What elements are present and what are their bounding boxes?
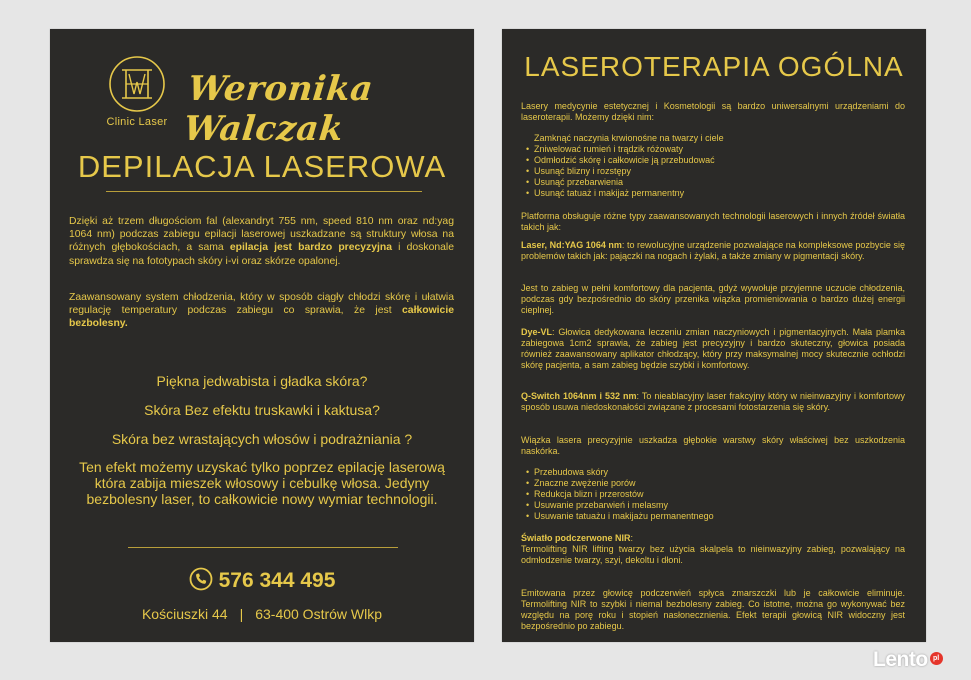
ndyag-section (521, 240, 905, 262)
logo-caption: Clinic Laser (106, 116, 168, 128)
ndyag-text: : to rewolucyjne urządzenie pozwalające na kompleksowe pozbycie się problemów takich jak: pajączki na nogach i żylaki, a także zmiany w pigmentacji skóry. (521, 240, 905, 261)
nir-text: Termolifting NIR lifting twarzy bez użycia skalpela to nieinwazyjny zabieg, pozwalający na odmłodzenie twarzy, szyi, dekoltu i dłoni. (521, 544, 905, 565)
effect-paragraph: Ten efekt możemy uzyskać tylko poprzez epilację laserową która zabija mieszek włosowy i cebulkę włosa. Jedyny bezbolesny laser, to całkowicie nowy wymiar technologii. (79, 459, 445, 507)
tagline-2: Skóra Bez efektu truskawki i kaktusa? (144, 402, 380, 418)
cooling-text: Zaawansowany system chłodzenia, który w sposób ciągły chłodzi skórę i ułatwia regulację temperatury podczas zabiegu co sprawia, że jest (69, 292, 454, 317)
beam-text: Wiązka lasera precyzyjnie uszkadza głębokie warstwy skóry właściwej bez uszkodzenia naskórka. (521, 435, 905, 456)
clinic-logo-mark-icon (107, 54, 167, 114)
qswitch-section (521, 391, 905, 413)
qswitch-text: : To nieablacyjny laser frakcyjny który w nieinwazyjny i komfortowy sposób usuwa niedoskonałości związane z procesami fotostarzenia się skóry. (521, 391, 905, 412)
list-item: • Przebudowa skóry (521, 467, 905, 478)
platform-text: Platforma obsługuje różne typy zaawansowanych technologii laserowych i innych źródeł światła takich jak: (521, 211, 905, 232)
lento-watermark (873, 648, 943, 672)
nir-more-text: Emitowana przez głowicę podczerwień spłyca zmarszczki lub je całkowicie eliminuje. Termolifting NIR to szybki i niemal bezbolesny zabieg. Co istotne, można go wykonywać bez względu na porę roku i stopień nasłonecznienia. Efekt terapii głowicą NIR widoczny jest bezpośrednio po zabiegu. (521, 588, 905, 631)
treatments-list (521, 467, 905, 522)
list-item: • Odmłodzić skórę i całkowicie ją przebudować (521, 155, 905, 166)
list-item: • Usunąć blizny i rozstępy (521, 166, 905, 177)
laser-therapy-title: LASEROTERAPIA OGÓLNA (524, 51, 904, 82)
ndyag-label: Laser, Nd:YAG 1064 nm (521, 240, 622, 250)
list-item: • Usuwanie tatuażu i makijażu permanentnego (521, 511, 905, 522)
list-item: • Usuwanie przebarwień i melasmy (521, 500, 905, 511)
list-item: • Usunąć tatuaż i makijaż permanentny (521, 188, 905, 199)
list-item: • Znaczne zwężenie porów (521, 478, 905, 489)
clinic-logo (105, 54, 169, 128)
phone-contact[interactable] (50, 567, 474, 593)
address-city: 63-400 Ostrów Wlkp (255, 606, 383, 622)
intro-text-1: Dzięki aż trzem długościom fal (alexandryt 755 nm, speed 810 nm oraz nd:yag 1064 nm) podczas zabiegu epilacji laserowej uszkadzane są struktury włosa na różnych głębokościach, a sama (69, 216, 454, 254)
phone-icon (189, 567, 213, 591)
cooling-emphasis: całkowicie bezbolesny. (69, 305, 454, 330)
owner-signature: Weronika Walczak (181, 69, 376, 149)
list-item: • Usunąć przebarwienia (521, 177, 905, 188)
list-item: Zamknąć naczynia krwionośne na twarzy i ciele (534, 133, 724, 143)
cooling-paragraph (69, 291, 454, 331)
dyevl-section (521, 327, 905, 371)
tagline-1: Piękna jedwabista i gładka skóra? (156, 373, 368, 389)
title-divider (106, 191, 422, 192)
nir-colon: : (630, 533, 634, 543)
lento-pl-badge: pl (930, 652, 943, 665)
list-item: • Zniwelować rumień i trądzik różowaty (521, 144, 905, 155)
page-title: DEPILACJA LASEROWA (77, 149, 447, 184)
left-flyer-page (50, 29, 474, 642)
laser-intro: Lasery medycynie estetycznej i Kosmetologii są bardzo uniwersalnymi urządzeniami do laseroterapii. Możemy dzięki nim: (521, 101, 905, 122)
phone-number: 576 344 495 (218, 569, 336, 592)
comfort-text: Jest to zabieg w pełni komfortowy dla pacjenta, gdyż wywołuje przyjemne uczucie chłodzenia, podczas gdy bezpośrednio do skóry przenika wiązka promieniowania o bardzo dużej energii cieplnej. (521, 283, 905, 315)
qswitch-label: Q-Switch 1064nm i 532 nm (521, 391, 637, 401)
contact-divider (128, 547, 398, 548)
address-street: Kościuszki 44 (141, 606, 228, 622)
tagline-3: Skóra bez wrastających włosów i podrażniania ? (111, 431, 413, 447)
address (50, 606, 474, 622)
dyevl-label: Dye-VL (521, 327, 553, 337)
list-item: • Redukcja blizn i przerostów (521, 489, 905, 500)
nir-heading (521, 533, 905, 544)
dyevl-text: : Głowica dedykowana leczeniu zmian naczyniowych i pigmentacyjnych. Mała plamka zabiegowa 1cm2 sprawia, że zabieg jest precyzyjny i bardzo skuteczny, głowica posiada również zaawansowany aplikator chłodzący, który przy maksymalnej mocy skutecznie ochłodzi skórę pacjenta, a sam zabieg będzie szybki i komfortowy. (521, 327, 905, 370)
nir-label: Światło podczerwone NIR (521, 533, 631, 543)
address-separator: | (239, 606, 244, 622)
benefits-list (521, 133, 905, 198)
lento-brand: Lento (873, 648, 928, 671)
intro-text-2: i doskonale sprawdza się na fototypach skóry i-vi oraz skórze opalonej. (69, 242, 454, 267)
right-flyer-page (502, 29, 926, 642)
intro-paragraph (69, 215, 454, 268)
intro-emphasis: epilacja jest bardzo precyzyjna (229, 242, 393, 254)
